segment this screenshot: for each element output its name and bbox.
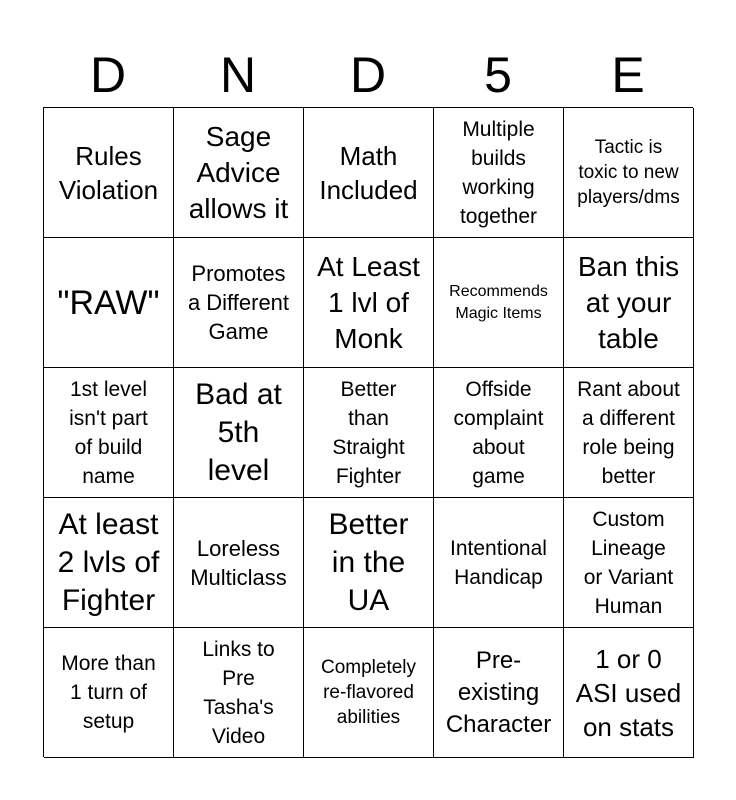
bingo-cell[interactable] xyxy=(44,108,174,238)
cell-text: Completely re-flavored abilities xyxy=(320,657,417,728)
bingo-cell[interactable] xyxy=(174,498,304,628)
bingo-cell[interactable] xyxy=(564,108,694,238)
bingo-cell[interactable] xyxy=(564,498,694,628)
header-letter-d-2: D xyxy=(349,47,387,103)
cell-text: Intentional Handicap xyxy=(450,536,547,589)
cell-text: Math Included xyxy=(319,140,418,205)
header-letter-e: E xyxy=(611,47,645,103)
bingo-cell[interactable] xyxy=(304,238,434,368)
bingo-cell[interactable] xyxy=(304,108,434,238)
bingo-cell[interactable] xyxy=(564,628,694,758)
cell-text: Promotes a Different Game xyxy=(187,261,290,344)
bingo-cell[interactable] xyxy=(304,368,434,498)
cell-text: Better than Straight Fighter xyxy=(332,377,405,488)
bingo-cell[interactable] xyxy=(564,368,694,498)
cell-text: Bad at 5th level xyxy=(195,377,282,487)
bingo-header xyxy=(43,40,693,110)
cell-text: At least 2 lvls of Fighter xyxy=(57,507,160,617)
cell-text: "RAW" xyxy=(57,283,160,322)
cell-text: At Least 1 lvl of Monk xyxy=(317,250,420,354)
bingo-cell[interactable] xyxy=(564,238,694,368)
bingo-cell[interactable] xyxy=(434,368,564,498)
cell-text: Rant about a different role being better xyxy=(577,377,680,488)
header-letter-d: D xyxy=(89,47,127,103)
cell-text: Links to Pre Tasha's Video xyxy=(202,637,275,748)
cell-text: Loreless Multiclass xyxy=(190,535,287,590)
bingo-board xyxy=(43,107,693,757)
bingo-cell[interactable] xyxy=(44,238,174,368)
bingo-cell[interactable] xyxy=(304,628,434,758)
bingo-cell[interactable] xyxy=(434,628,564,758)
header-letter-5: 5 xyxy=(484,47,512,103)
bingo-cell[interactable] xyxy=(174,368,304,498)
cell-text: Custom Lineage or Variant Human xyxy=(583,507,674,618)
bingo-cell[interactable] xyxy=(44,498,174,628)
bingo-cell[interactable] xyxy=(174,238,304,368)
cell-text: Tactic is toxic to new players/dms xyxy=(577,137,680,208)
cell-text: Ban this at your table xyxy=(577,250,680,354)
cell-text: Rules Violation xyxy=(58,140,159,205)
cell-text: More than 1 turn of setup xyxy=(61,652,156,733)
bingo-cell[interactable] xyxy=(44,628,174,758)
cell-text: 1 or 0 ASI used on stats xyxy=(575,643,682,742)
bingo-cell[interactable] xyxy=(434,108,564,238)
cell-text: Recommends Magic Items xyxy=(449,282,548,322)
cell-text: Sage Advice allows it xyxy=(188,120,289,224)
bingo-cell[interactable] xyxy=(174,108,304,238)
bingo-cell[interactable] xyxy=(434,238,564,368)
bingo-cell[interactable] xyxy=(174,628,304,758)
cell-text: 1st level isn't part of build name xyxy=(69,377,148,488)
cell-text: Multiple builds working together xyxy=(459,117,538,228)
bingo-cell[interactable] xyxy=(44,368,174,498)
bingo-cell[interactable] xyxy=(304,498,434,628)
cell-text: Offside complaint about game xyxy=(453,377,544,488)
bingo-cell[interactable] xyxy=(434,498,564,628)
cell-text: Pre- existing Character xyxy=(445,646,552,738)
cell-text: Better in the UA xyxy=(328,507,409,617)
header-letter-n: N xyxy=(219,47,257,103)
